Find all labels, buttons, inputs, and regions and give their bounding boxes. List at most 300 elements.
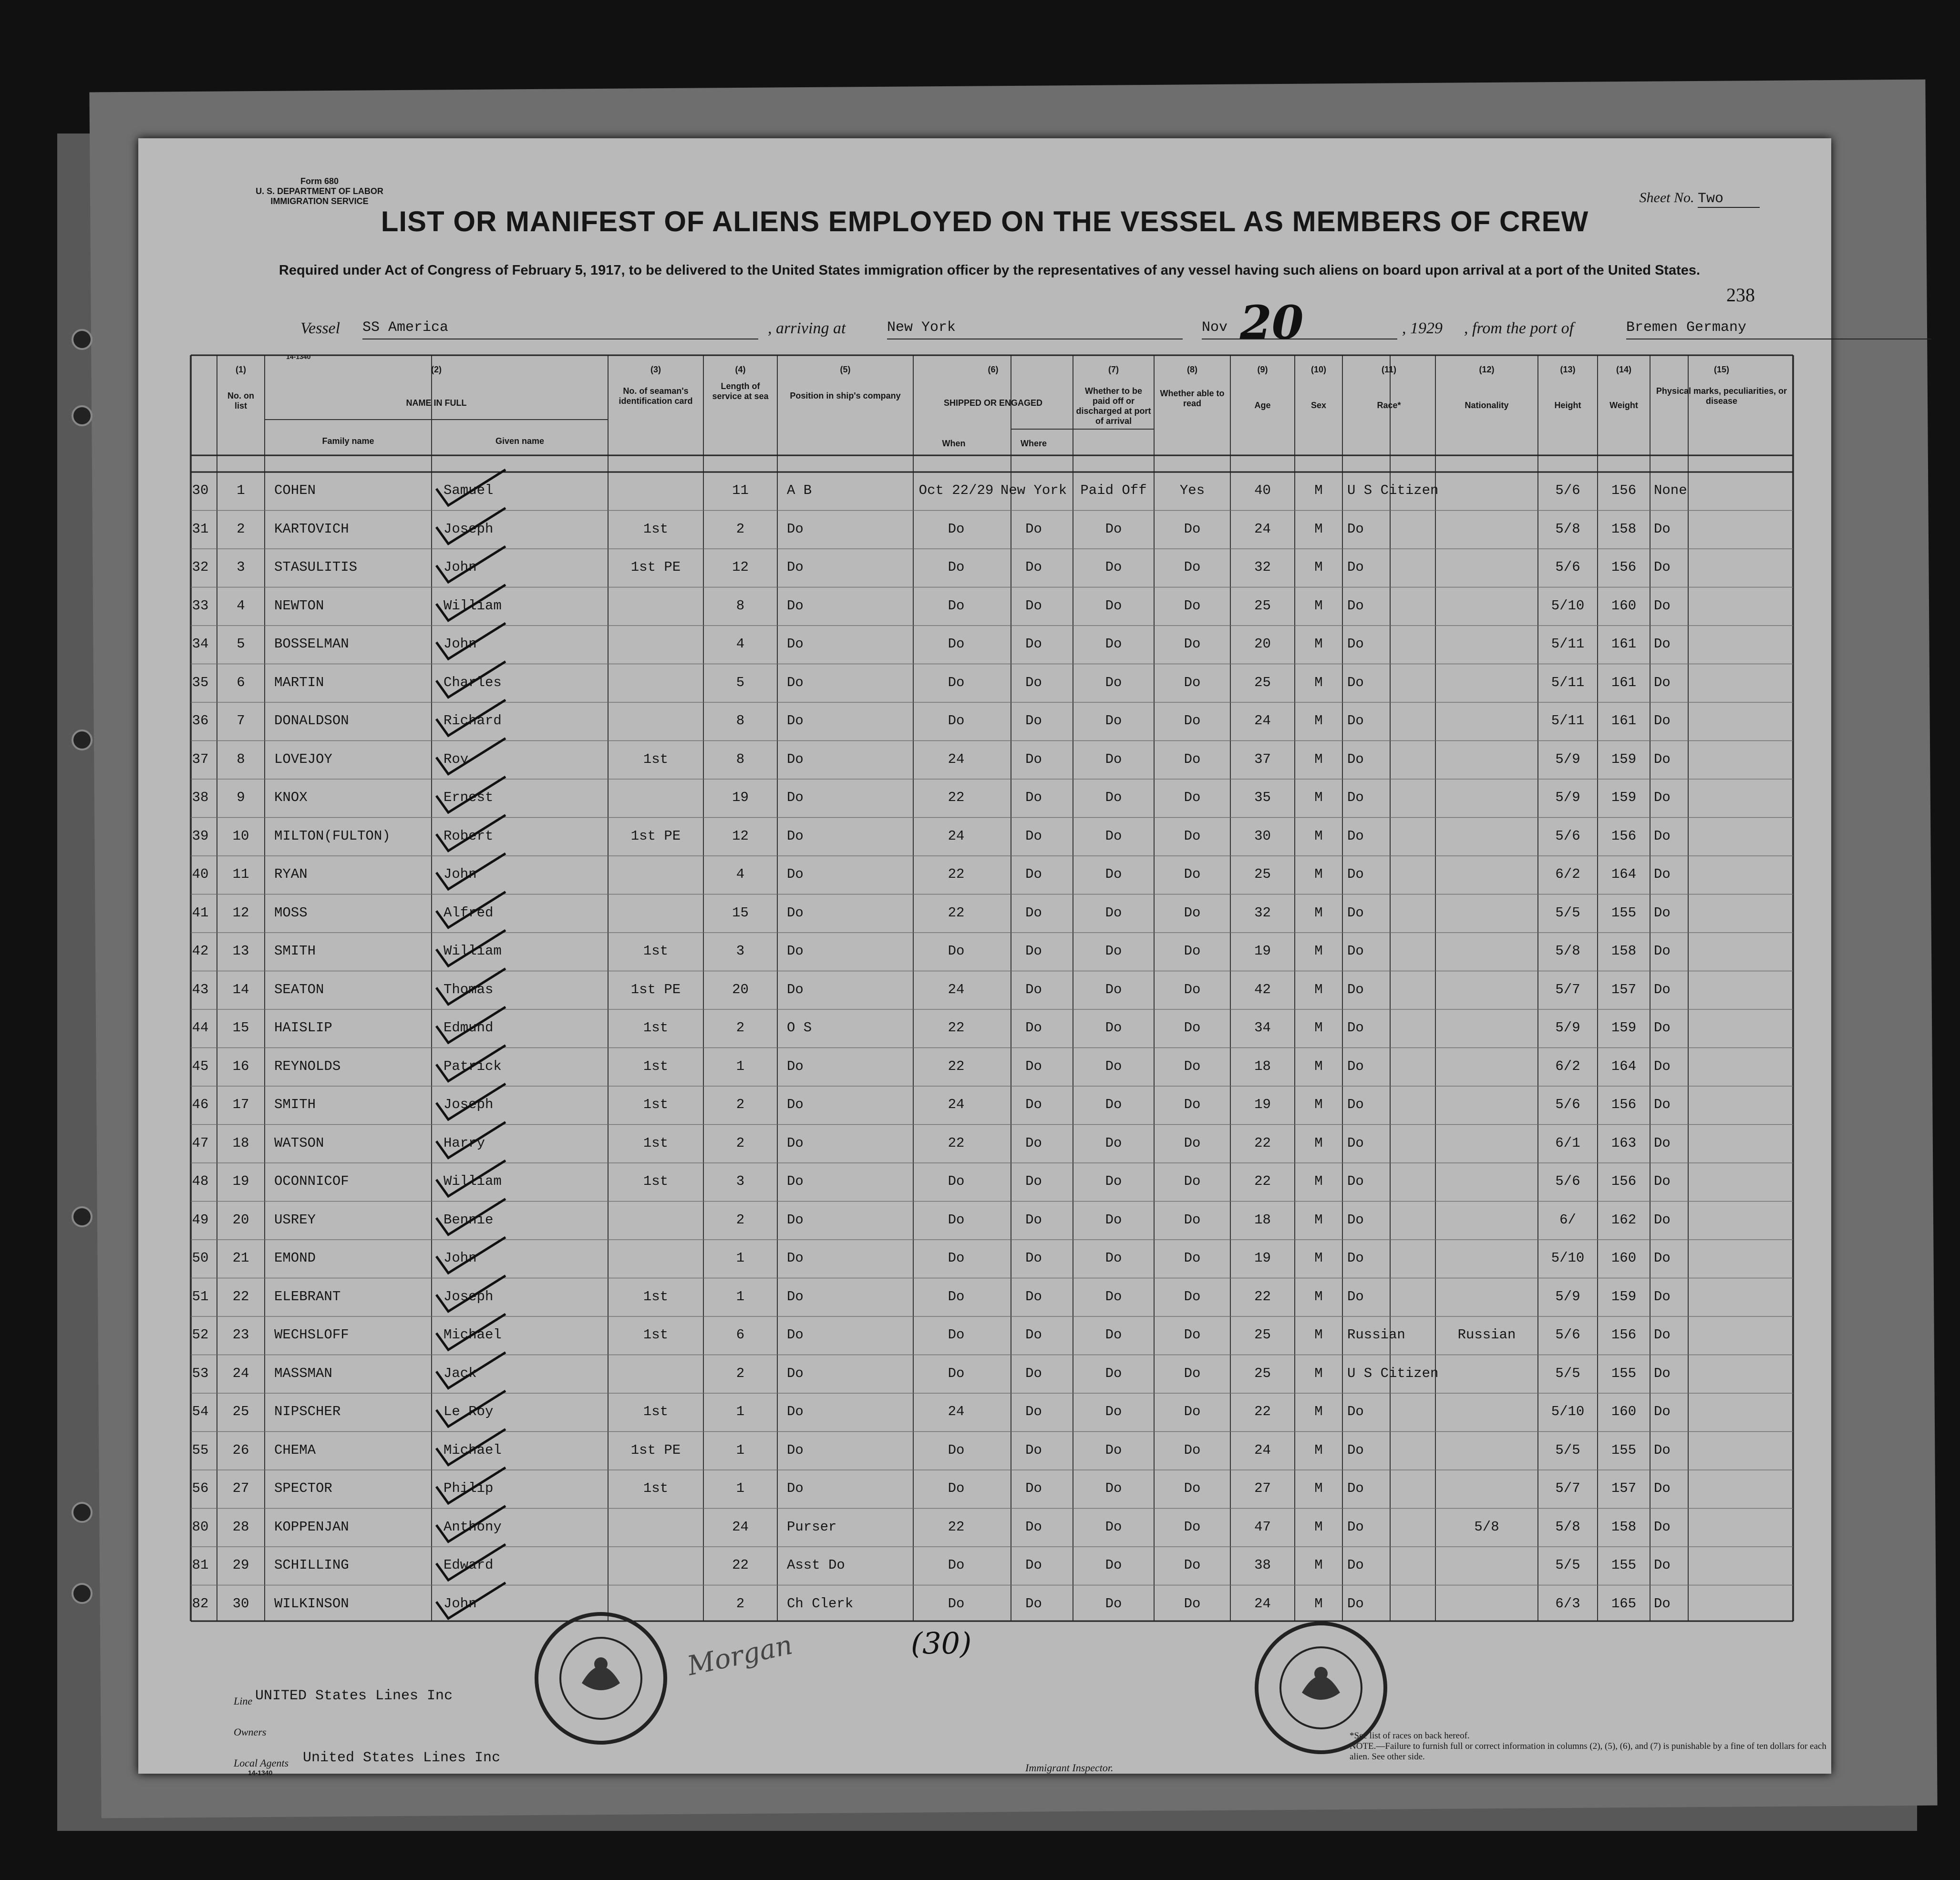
cell-service: 2	[736, 1365, 745, 1381]
cell-race: Do	[1347, 866, 1364, 882]
cell-given: Thomas	[444, 981, 494, 997]
cell-service: 1	[736, 1288, 745, 1305]
cell-weight: 164	[1611, 1058, 1637, 1074]
cell-sex: M	[1314, 1442, 1323, 1458]
cell-weight: 158	[1611, 521, 1637, 537]
where-header: Where	[1020, 439, 1047, 448]
cell-family: STASULITIS	[274, 559, 358, 575]
cell-sex: M	[1314, 1595, 1323, 1612]
cell-no: 17	[232, 1097, 249, 1112]
cell-service: 1	[736, 1058, 745, 1074]
cell-race: U S Citizen	[1347, 1365, 1439, 1381]
cell-position: Do	[787, 1173, 804, 1189]
cell-margin: 39	[192, 828, 209, 844]
cell-margin: 80	[192, 1519, 209, 1535]
service-name: IMMIGRATION SERVICE	[270, 196, 369, 206]
cell-sex: M	[1314, 751, 1323, 767]
cell-sex: M	[1314, 1404, 1323, 1419]
cell-race: Do	[1347, 1250, 1364, 1266]
cell-family: SMITH	[274, 1097, 316, 1112]
cell-no: 25	[232, 1404, 249, 1419]
cell-margin: 55	[192, 1442, 209, 1458]
check-marks	[138, 138, 1831, 1774]
col-num-14: (14)	[1616, 365, 1631, 374]
cell-weight: 156	[1611, 1173, 1637, 1189]
cell-card: 1st	[643, 1020, 669, 1036]
cell-where: Do	[1025, 1212, 1042, 1228]
cell-margin: 32	[192, 559, 209, 575]
cell-service: 8	[736, 713, 745, 729]
cell-no: 11	[232, 866, 249, 882]
cell-position: Purser	[787, 1519, 837, 1535]
cell-no: 27	[232, 1480, 249, 1496]
check-mark-icon	[436, 700, 505, 736]
cell-height: 5/10	[1551, 597, 1585, 614]
shipped-header: SHIPPED OR ENGAGED	[943, 398, 1043, 408]
cell-marks: Do	[1654, 1020, 1671, 1036]
cell-age: 22	[1254, 1135, 1271, 1151]
cell-family: ELEBRANT	[274, 1288, 341, 1305]
cell-race: Do	[1347, 597, 1364, 614]
cell-no: 24	[232, 1365, 249, 1381]
cell-height: 6/	[1559, 1212, 1576, 1228]
arrival-month: Nov	[1202, 319, 1397, 339]
cell-where: Do	[1025, 981, 1042, 997]
cell-age: 20	[1254, 636, 1271, 652]
cell-when: Do	[948, 1288, 965, 1305]
cell-weight: 160	[1611, 597, 1637, 614]
cell-where: Do	[1025, 1442, 1042, 1458]
cell-no: 21	[232, 1250, 249, 1266]
cell-when: Do	[948, 1212, 965, 1228]
cell-height: 5/11	[1551, 636, 1585, 652]
cell-given: John	[444, 866, 477, 882]
cell-where: Do	[1025, 559, 1042, 575]
cell-weight: 155	[1611, 1365, 1637, 1381]
cell-weight: 155	[1611, 1442, 1637, 1458]
sheet-number-value: Two	[1698, 191, 1760, 208]
given-name-header: Given name	[495, 436, 545, 446]
cell-age: 19	[1254, 1250, 1271, 1266]
check-mark-icon	[436, 1007, 505, 1043]
check-mark-icon	[436, 853, 505, 889]
col-num-15: (15)	[1713, 365, 1729, 374]
cell-given: William	[444, 1173, 502, 1189]
service-header: Length of service at sea	[712, 381, 769, 401]
cell-read: Do	[1184, 559, 1201, 575]
check-mark-icon	[436, 892, 505, 928]
cell-paid: Do	[1105, 674, 1122, 690]
cell-when: Do	[948, 1365, 965, 1381]
cell-race: Do	[1347, 1557, 1364, 1573]
check-mark-icon	[436, 623, 505, 659]
cell-age: 34	[1254, 1020, 1271, 1036]
cell-margin: 81	[192, 1557, 209, 1573]
cell-where: Do	[1025, 1519, 1042, 1535]
cell-when: Do	[948, 1595, 965, 1612]
cell-when: 22	[948, 1135, 965, 1151]
cell-read: Do	[1184, 790, 1201, 805]
when-header: When	[942, 439, 966, 448]
cell-sex: M	[1314, 1288, 1323, 1305]
cell-service: 6	[736, 1327, 745, 1343]
cell-given: John	[444, 1595, 477, 1612]
col-num-12: (12)	[1479, 365, 1495, 374]
cell-where: New York	[1000, 483, 1067, 498]
cell-family: KOPPENJAN	[274, 1519, 349, 1535]
cell-no: 3	[237, 559, 245, 575]
cell-position: Do	[787, 674, 804, 690]
col-num-3: (3)	[650, 365, 661, 374]
cell-family: CHEMA	[274, 1442, 316, 1458]
cell-when: Do	[948, 713, 965, 729]
agents-value: United States Lines Inc	[303, 1750, 501, 1766]
cell-where: Do	[1025, 904, 1042, 921]
cell-sex: M	[1314, 1135, 1323, 1151]
cell-where: Do	[1025, 1404, 1042, 1419]
cell-service: 15	[732, 904, 749, 921]
cell-margin: 31	[192, 521, 209, 537]
cell-family: BOSSELMAN	[274, 636, 349, 652]
cell-marks: Do	[1654, 597, 1671, 614]
cell-margin: 43	[192, 981, 209, 997]
cell-sex: M	[1314, 1058, 1323, 1074]
cell-no: 29	[232, 1557, 249, 1573]
cell-where: Do	[1025, 1365, 1042, 1381]
cell-read: Do	[1184, 1058, 1201, 1074]
cell-card: 1st PE	[630, 1442, 681, 1458]
col-num-1: (1)	[236, 365, 246, 374]
line-value: UNITED States Lines Inc	[255, 1688, 453, 1704]
cell-when: 24	[948, 1097, 965, 1112]
cell-race: Do	[1347, 1020, 1364, 1036]
cell-read: Do	[1184, 981, 1201, 997]
cell-sex: M	[1314, 1097, 1323, 1112]
col-num-4: (4)	[735, 365, 746, 374]
cell-service: 2	[736, 1212, 745, 1228]
cell-marks: Do	[1654, 1058, 1671, 1074]
cell-no: 14	[232, 981, 249, 997]
cell-marks: Do	[1654, 828, 1671, 844]
cell-weight: 157	[1611, 1480, 1637, 1496]
cell-no: 6	[237, 674, 245, 690]
cell-when: Do	[948, 674, 965, 690]
check-mark-icon	[436, 1237, 505, 1273]
cell-weight: 157	[1611, 981, 1637, 997]
no-on-list-header: No. on list	[227, 391, 254, 411]
cell-when: Do	[948, 1173, 965, 1189]
col-num-8: (8)	[1187, 365, 1197, 374]
cell-position: O S	[787, 1020, 812, 1036]
cell-position: Do	[787, 1404, 804, 1419]
cell-age: 19	[1254, 1097, 1271, 1112]
cell-race: Do	[1347, 904, 1364, 921]
col-num-9: (9)	[1257, 365, 1268, 374]
position-header: Position in ship's company	[790, 391, 901, 401]
cell-age: 32	[1254, 559, 1271, 575]
manifest-page	[138, 138, 1831, 1777]
cell-family: DONALDSON	[274, 713, 349, 729]
cell-sex: M	[1314, 1212, 1323, 1228]
cell-given: Charles	[444, 674, 502, 690]
cell-sex: M	[1314, 597, 1323, 614]
cell-marks: Do	[1654, 1135, 1671, 1151]
cell-when: 24	[948, 981, 965, 997]
cell-read: Do	[1184, 751, 1201, 767]
cell-margin: 56	[192, 1480, 209, 1496]
cell-service: 1	[736, 1442, 745, 1458]
cell-paid: Do	[1105, 1288, 1122, 1305]
cell-when: Do	[948, 521, 965, 537]
cell-marks: Do	[1654, 1519, 1671, 1535]
line-label: Line	[234, 1695, 253, 1707]
cell-position: Do	[787, 790, 804, 805]
cell-sex: M	[1314, 1480, 1323, 1496]
cell-when: 24	[948, 828, 965, 844]
cell-age: 24	[1254, 1442, 1271, 1458]
cell-paid: Do	[1105, 1250, 1122, 1266]
cell-sex: M	[1314, 866, 1323, 882]
col-num-11: (11)	[1381, 365, 1397, 374]
cell-sex: M	[1314, 636, 1323, 652]
cell-no: 2	[237, 521, 245, 537]
cell-paid: Do	[1105, 1058, 1122, 1074]
cell-height: 5/6	[1555, 1097, 1580, 1112]
cell-weight: 158	[1611, 1519, 1637, 1535]
cell-height: 5/10	[1551, 1250, 1585, 1266]
cell-race: Do	[1347, 828, 1364, 844]
cell-marks: Do	[1654, 866, 1671, 882]
age-header: Age	[1254, 401, 1271, 410]
cell-age: 18	[1254, 1212, 1271, 1228]
cell-when: 22	[948, 790, 965, 805]
cell-race: Do	[1347, 674, 1364, 690]
check-mark-icon	[436, 1276, 505, 1312]
vessel-label: Vessel	[300, 319, 340, 337]
cell-family: USREY	[274, 1212, 316, 1228]
cell-position: Asst Do	[787, 1557, 845, 1573]
cell-sex: M	[1314, 521, 1323, 537]
cell-weight: 155	[1611, 1557, 1637, 1573]
cell-race: Do	[1347, 1135, 1364, 1151]
arrival-year: , 1929	[1402, 319, 1443, 337]
cell-no: 5	[237, 636, 245, 652]
cell-weight: 156	[1611, 1097, 1637, 1112]
owners-label: Owners	[234, 1726, 267, 1738]
cell-race: Do	[1347, 790, 1364, 805]
page-subtitle: Required under Act of Congress of February 5, 1917, to be delivered to the United States immigration officer by the representatives of any vessel having such aliens on board upon arrival at a port of the United States.	[279, 263, 1701, 278]
cell-read: Do	[1184, 1327, 1201, 1343]
cell-height: 5/7	[1555, 981, 1580, 997]
cell-given: Edmund	[444, 1020, 494, 1036]
cell-position: Do	[787, 713, 804, 729]
cell-position: Do	[787, 1327, 804, 1343]
cell-given: Joseph	[444, 1288, 494, 1305]
cell-weight: 156	[1611, 1327, 1637, 1343]
cell-age: 30	[1254, 828, 1271, 844]
cell-position: Ch Clerk	[787, 1595, 854, 1612]
check-mark-icon	[436, 815, 505, 851]
cell-read: Do	[1184, 1595, 1201, 1612]
cell-read: Do	[1184, 713, 1201, 729]
cell-read: Do	[1184, 1020, 1201, 1036]
cell-race: Do	[1347, 713, 1364, 729]
cell-sex: M	[1314, 713, 1323, 729]
cell-marks: Do	[1654, 981, 1671, 997]
cell-paid: Do	[1105, 1327, 1122, 1343]
cell-read: Do	[1184, 1288, 1201, 1305]
cell-when: 24	[948, 751, 965, 767]
cell-card: 1st	[643, 1135, 669, 1151]
cell-margin: 53	[192, 1365, 209, 1381]
cell-where: Do	[1025, 1058, 1042, 1074]
col-num-10: (10)	[1310, 365, 1326, 374]
total-count: (30)	[911, 1626, 972, 1661]
seaman-card-header: No. of seaman's identification card	[619, 386, 693, 406]
race-header: Race*	[1377, 401, 1401, 410]
penalty-note: NOTE.—Failure to furnish full or correct information in columns (2), (5), (6), and (7) is punishable by a fine of ten dollars for each alien. See other side.	[1350, 1741, 1826, 1762]
cell-read: Do	[1184, 828, 1201, 844]
cell-service: 11	[732, 483, 749, 498]
cell-margin: 38	[192, 790, 209, 805]
cell-race: Do	[1347, 1058, 1364, 1074]
check-mark-icon	[436, 1122, 505, 1158]
cell-sex: M	[1314, 981, 1323, 997]
cell-where: Do	[1025, 521, 1042, 537]
cell-height: 5/5	[1555, 1365, 1580, 1381]
cell-read: Do	[1184, 1404, 1201, 1419]
cell-no: 7	[237, 713, 245, 729]
cell-when: Do	[948, 559, 965, 575]
consulate-seal-icon	[1249, 1616, 1393, 1759]
cell-weight: 158	[1611, 943, 1637, 959]
cell-where: Do	[1025, 1557, 1042, 1573]
cell-weight: 156	[1611, 559, 1637, 575]
cell-given: Joseph	[444, 1097, 494, 1112]
cell-marks: Do	[1654, 521, 1671, 537]
cell-sex: M	[1314, 1365, 1323, 1381]
cell-position: Do	[787, 1135, 804, 1151]
cell-marks: Do	[1654, 1212, 1671, 1228]
cell-margin: 42	[192, 943, 209, 959]
cell-read: Do	[1184, 1480, 1201, 1496]
cell-paid: Do	[1105, 1173, 1122, 1189]
cell-position: Do	[787, 1480, 804, 1496]
cell-family: SMITH	[274, 943, 316, 959]
cell-service: 8	[736, 751, 745, 767]
cell-read: Do	[1184, 904, 1201, 921]
cell-weight: 156	[1611, 483, 1637, 498]
check-mark-icon	[436, 662, 505, 698]
cell-service: 2	[736, 521, 745, 537]
cell-family: KARTOVICH	[274, 521, 349, 537]
cell-position: Do	[787, 1250, 804, 1266]
cell-card: 1st	[643, 1480, 669, 1496]
cell-position: Do	[787, 828, 804, 844]
cell-marks: Do	[1654, 559, 1671, 575]
cell-when: Do	[948, 1327, 965, 1343]
check-mark-icon	[436, 546, 505, 582]
cell-age: 24	[1254, 1595, 1271, 1612]
cell-no: 12	[232, 904, 249, 921]
cell-paid: Do	[1105, 1135, 1122, 1151]
cell-marks: Do	[1654, 1595, 1671, 1612]
cell-when: Do	[948, 1480, 965, 1496]
cell-race: Do	[1347, 943, 1364, 959]
cell-no: 8	[237, 751, 245, 767]
cell-marks: Do	[1654, 1365, 1671, 1381]
cell-paid: Do	[1105, 636, 1122, 652]
punch-hole	[72, 329, 93, 350]
cell-no: 22	[232, 1288, 249, 1305]
cell-no: 13	[232, 943, 249, 959]
cell-service: 12	[732, 559, 749, 575]
cell-height: 5/6	[1555, 828, 1580, 844]
cell-marks: Do	[1654, 1173, 1671, 1189]
cell-where: Do	[1025, 1480, 1042, 1496]
cell-margin: 37	[192, 751, 209, 767]
cell-when: 24	[948, 1404, 965, 1419]
cell-paid: Paid Off	[1080, 483, 1147, 498]
cell-service: 2	[736, 1020, 745, 1036]
punch-hole	[72, 1502, 93, 1523]
cell-height: 5/6	[1555, 483, 1580, 498]
cell-service: 4	[736, 866, 745, 882]
cell-where: Do	[1025, 1327, 1042, 1343]
sheet-number-label: Sheet No.	[1639, 190, 1694, 205]
arrival-day: 20	[1240, 296, 1304, 349]
cell-when: 22	[948, 904, 965, 921]
cell-where: Do	[1025, 828, 1042, 844]
cell-sex: M	[1314, 1173, 1323, 1189]
cell-card: 1st	[643, 1058, 669, 1074]
check-mark-icon	[436, 1084, 505, 1120]
family-name-header: Family name	[322, 436, 374, 446]
cell-family: REYNOLDS	[274, 1058, 341, 1074]
cell-family: SPECTOR	[274, 1480, 332, 1496]
cell-sex: M	[1314, 1250, 1323, 1266]
cell-sex: M	[1314, 1327, 1323, 1343]
cell-card: 1st	[643, 521, 669, 537]
read-header: Whether able to read	[1160, 389, 1225, 408]
cell-marks: Do	[1654, 1097, 1671, 1112]
cell-paid: Do	[1105, 981, 1122, 997]
punch-hole	[72, 729, 93, 750]
cell-weight: 159	[1611, 1020, 1637, 1036]
cell-family: RYAN	[274, 866, 308, 882]
physical-marks-header: Physical marks, peculiarities, or disease	[1656, 386, 1787, 406]
sex-header: Sex	[1310, 401, 1327, 410]
cell-family: WATSON	[274, 1135, 324, 1151]
punch-hole	[72, 1583, 93, 1604]
cell-given: William	[444, 597, 502, 614]
cell-service: 12	[732, 828, 749, 844]
cell-read: Do	[1184, 866, 1201, 882]
cell-no: 19	[232, 1173, 249, 1189]
col-num-2: (2)	[431, 365, 442, 374]
cell-race: Do	[1347, 751, 1364, 767]
cell-position: Do	[787, 751, 804, 767]
cell-race: Do	[1347, 981, 1364, 997]
cell-race: Do	[1347, 1212, 1364, 1228]
cell-given: Bennie	[444, 1212, 494, 1228]
cell-family: NEWTON	[274, 597, 324, 614]
cell-where: Do	[1025, 597, 1042, 614]
cell-paid: Do	[1105, 1404, 1122, 1419]
cell-paid: Do	[1105, 866, 1122, 882]
check-mark-icon	[436, 739, 505, 774]
cell-service: 24	[732, 1519, 749, 1535]
